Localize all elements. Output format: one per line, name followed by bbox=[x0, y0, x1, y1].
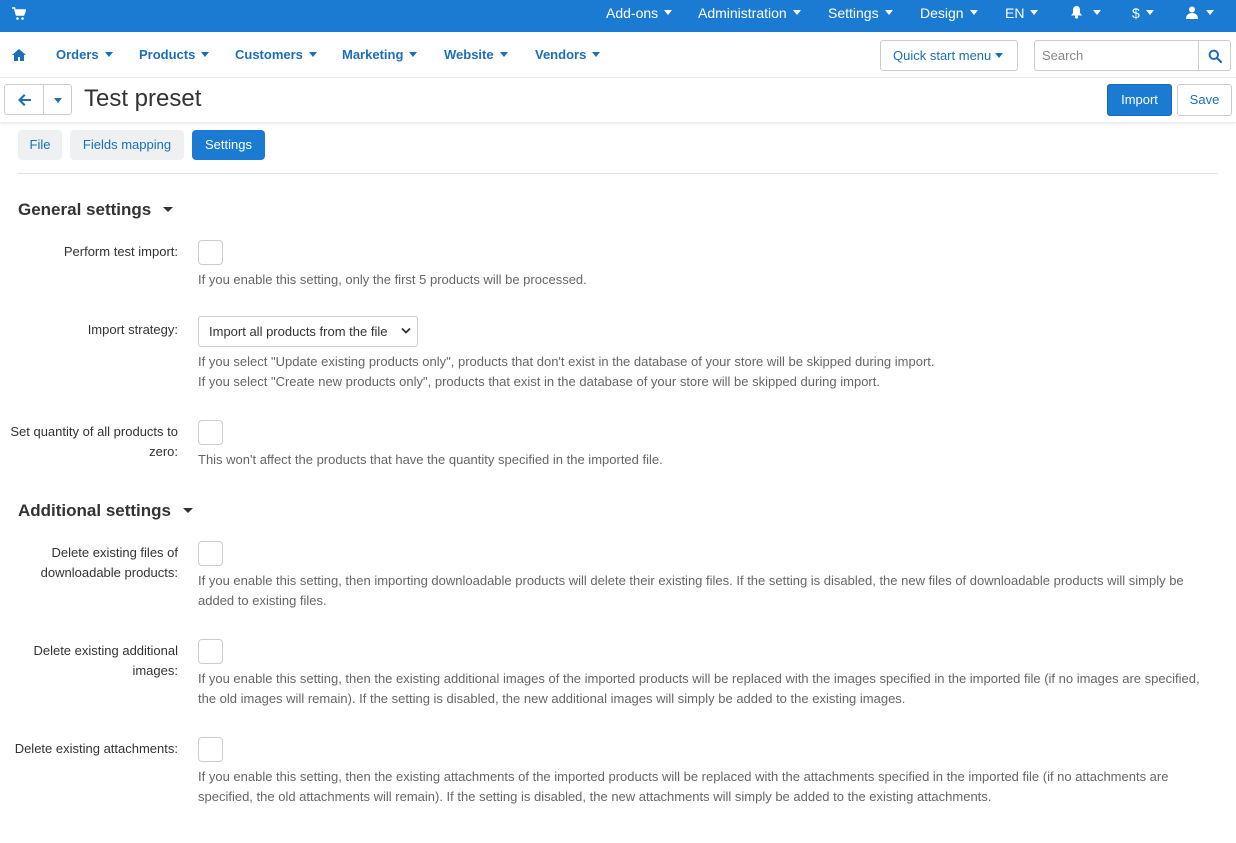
arrow-left-icon bbox=[18, 94, 31, 106]
chevron-down-icon bbox=[970, 10, 978, 15]
delete-attachments-help: If you enable this setting, then the existing attachments of the imported products will be replaced with the attachments specified in the imported file (if no attachments are specified, the old attachments will remain). If the setting is disabled, the new attachments will simply be added to the existing attachments. bbox=[198, 769, 1169, 804]
topbar-notifications[interactable] bbox=[1070, 0, 1101, 32]
zero-quantity-help: This won't affect the products that have the quantity specified in the imported file. bbox=[198, 452, 663, 467]
zero-quantity-label: Set quantity of all products to zero: bbox=[10, 424, 178, 459]
import-strategy-label: Import strategy: bbox=[87, 322, 178, 337]
top-bar bbox=[0, 0, 1236, 32]
chevron-down-icon bbox=[1206, 10, 1214, 15]
chevron-down-icon bbox=[105, 52, 113, 57]
chevron-down-icon bbox=[401, 327, 411, 335]
chevron-down-icon bbox=[54, 98, 62, 103]
back-button[interactable] bbox=[4, 84, 44, 115]
delete-images-checkbox[interactable] bbox=[198, 639, 223, 664]
nav-marketing[interactable]: Marketing bbox=[342, 32, 417, 78]
bell-icon bbox=[1070, 5, 1083, 19]
chevron-down-icon bbox=[592, 52, 600, 57]
chevron-down-icon bbox=[409, 52, 417, 57]
back-dropdown-button[interactable] bbox=[43, 84, 72, 115]
chevron-down-icon bbox=[309, 52, 317, 57]
general-settings-toggle[interactable]: General settings bbox=[18, 200, 173, 220]
user-icon bbox=[1186, 6, 1198, 19]
quick-start-menu-button[interactable]: Quick start menu bbox=[880, 40, 1018, 71]
chevron-down-icon bbox=[885, 10, 893, 15]
search-input[interactable] bbox=[1034, 40, 1198, 71]
chevron-down-icon bbox=[500, 52, 508, 57]
delete-files-help: If you enable this setting, then importing downloadable products will delete their existing files. If the setting is disabled, the new files of downloadable products will simply be added to existing files. bbox=[198, 573, 1184, 608]
topbar-design[interactable]: Design bbox=[920, 0, 978, 32]
delete-images-label: Delete existing additional images: bbox=[33, 643, 178, 678]
nav-website[interactable]: Website bbox=[444, 32, 508, 78]
nav-vendors[interactable]: Vendors bbox=[535, 32, 600, 78]
chevron-down-icon bbox=[201, 52, 209, 57]
nav-orders[interactable]: Orders bbox=[56, 32, 113, 78]
chevron-down-icon bbox=[664, 10, 672, 15]
test-import-help: If you enable this setting, only the first 5 products will be processed. bbox=[198, 272, 587, 287]
tab-settings[interactable]: Settings bbox=[192, 130, 265, 160]
delete-images-help: If you enable this setting, then the existing additional images of the imported products will be replaced with the images specified in the imported file (if no images are specified, the old images will remain). If the setting is disabled, the new additional images will simply be added to the existing images. bbox=[198, 671, 1200, 706]
import-strategy-help-2: If you select "Create new products only", products that exist in the database of your store will be skipped during import. bbox=[198, 374, 880, 389]
topbar-currency[interactable]: $ bbox=[1132, 0, 1154, 32]
zero-quantity-checkbox[interactable] bbox=[198, 420, 223, 445]
additional-settings-toggle[interactable]: Additional settings bbox=[18, 501, 193, 521]
import-strategy-help-1: If you select "Update existing products only", products that don't exist in the database of your store will be skipped during import. bbox=[198, 354, 935, 369]
chevron-down-icon bbox=[793, 10, 801, 15]
chevron-down-icon bbox=[1146, 10, 1154, 15]
topbar-user[interactable] bbox=[1186, 0, 1214, 32]
topbar-addons[interactable]: Add-ons bbox=[606, 0, 672, 32]
save-button[interactable]: Save bbox=[1177, 84, 1232, 116]
tab-fields-mapping[interactable]: Fields mapping bbox=[70, 130, 184, 160]
delete-attachments-label: Delete existing attachments: bbox=[14, 741, 178, 756]
chevron-down-icon bbox=[163, 207, 173, 212]
main-nav bbox=[0, 32, 1236, 78]
chevron-down-icon bbox=[1093, 10, 1101, 15]
delete-attachments-checkbox[interactable] bbox=[198, 737, 223, 762]
search-icon bbox=[1208, 49, 1222, 63]
delete-files-checkbox[interactable] bbox=[198, 541, 223, 566]
import-button[interactable]: Import bbox=[1107, 84, 1172, 116]
topbar-administration[interactable]: Administration bbox=[698, 0, 801, 32]
delete-files-label: Delete existing files of downloadable products: bbox=[40, 545, 178, 580]
topbar-language[interactable]: EN bbox=[1005, 0, 1038, 32]
tab-file[interactable]: File bbox=[18, 130, 62, 160]
page-title: Test preset bbox=[84, 85, 202, 112]
nav-customers[interactable]: Customers bbox=[235, 32, 317, 78]
home-icon[interactable] bbox=[12, 49, 26, 61]
tabs-divider bbox=[18, 173, 1218, 174]
chevron-down-icon bbox=[995, 53, 1003, 58]
chevron-down-icon bbox=[183, 508, 193, 513]
search-button[interactable] bbox=[1198, 40, 1231, 71]
topbar-settings[interactable]: Settings bbox=[828, 0, 893, 32]
test-import-checkbox[interactable] bbox=[198, 240, 223, 265]
cart-icon[interactable] bbox=[12, 7, 26, 21]
import-strategy-select[interactable]: Import all products from the file bbox=[198, 316, 418, 347]
page-header bbox=[0, 78, 1236, 122]
nav-products[interactable]: Products bbox=[139, 32, 209, 78]
test-import-label: Perform test import: bbox=[63, 244, 178, 259]
chevron-down-icon bbox=[1030, 10, 1038, 15]
